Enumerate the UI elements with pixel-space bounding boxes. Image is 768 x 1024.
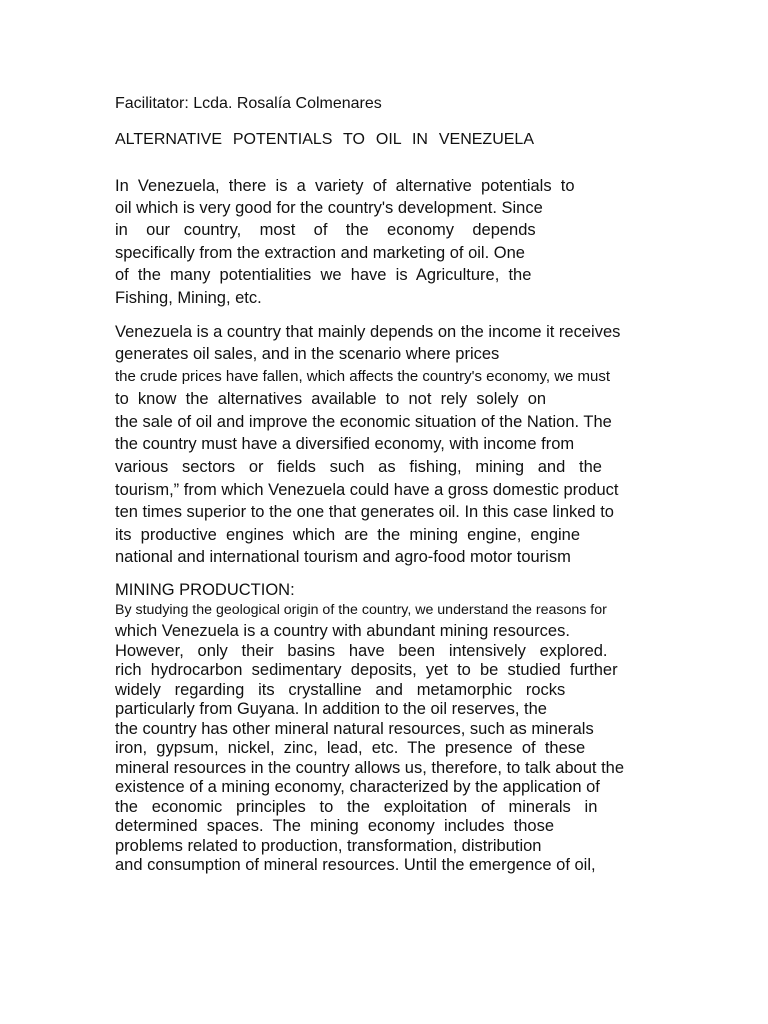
paragraph-3-line: iron, gypsum, nickel, zinc, lead, etc. The presence of these <box>115 739 586 757</box>
paragraph-1-line: oil which is very good for the country's development. Since <box>115 199 543 217</box>
paragraph-3-line: However, only their basins have been intensively explored. <box>115 642 608 660</box>
paragraph-2-line: various sectors or fields such as fishing, mining and the <box>115 458 602 476</box>
paragraph-2-line: Venezuela is a country that mainly depends on the income it receives <box>115 323 621 341</box>
paragraph-3-line: By studying the geological origin of the country, we understand the reasons for <box>115 602 607 618</box>
paragraph-3-line: the economic principles to the exploitation of minerals in <box>115 798 598 816</box>
paragraph-3-line: particularly from Guyana. In addition to the oil reserves, the <box>115 700 547 718</box>
paragraph-3-line: existence of a mining economy, characterized by the application of <box>115 778 600 796</box>
paragraph-3-line: and consumption of mineral resources. Until the emergence of oil, <box>115 856 596 874</box>
paragraph-2-line: the sale of oil and improve the economic situation of the Nation. The <box>115 413 612 431</box>
paragraph-2-line: to know the alternatives available to not rely solely on <box>115 390 547 408</box>
paragraph-2-line: the crude prices have fallen, which affects the country's economy, we must <box>115 368 611 385</box>
paragraph-1-line: Fishing, Mining, etc. <box>115 289 262 307</box>
paragraph-2-line: its productive engines which are the mining engine, engine <box>115 526 581 544</box>
paragraph-2-line: the country must have a diversified economy, with income from <box>115 435 575 453</box>
paragraph-1-line: of the many potentialities we have is Agriculture, the <box>115 266 532 284</box>
facilitator-line: Facilitator: Lcda. Rosalía Colmenares <box>115 95 382 112</box>
paragraph-3-line: rich hydrocarbon sedimentary deposits, yet to be studied further <box>115 661 618 679</box>
paragraph-3-line: mineral resources in the country allows us, therefore, to talk about the <box>115 759 625 777</box>
paragraph-3-line: widely regarding its crystalline and metamorphic rocks <box>115 681 566 699</box>
paragraph-2-line: generates oil sales, and in the scenario where prices <box>115 345 500 363</box>
paragraph-3-line: determined spaces. The mining economy includes those <box>115 817 555 835</box>
paragraph-3-line: problems related to production, transformation, distribution <box>115 837 542 855</box>
paragraph-2-line: tourism,” from which Venezuela could have a gross domestic product <box>115 481 619 499</box>
paragraph-1-line: In Venezuela, there is a variety of alternative potentials to <box>115 177 575 195</box>
section-heading: MINING PRODUCTION: <box>115 581 295 599</box>
paragraph-3-line: the country has other mineral natural resources, such as minerals <box>115 720 594 738</box>
paragraph-1-line: in our country, most of the economy depends <box>115 221 536 239</box>
paragraph-3-line: which Venezuela is a country with abundant mining resources. <box>115 622 570 640</box>
paragraph-2-line: ten times superior to the one that generates oil. In this case linked to <box>115 503 614 521</box>
paragraph-1-line: specifically from the extraction and marketing of oil. One <box>115 244 525 262</box>
document-title: ALTERNATIVE POTENTIALS TO OIL IN VENEZUELA <box>115 131 534 148</box>
paragraph-2-line: national and international tourism and agro-food motor tourism <box>115 548 571 566</box>
